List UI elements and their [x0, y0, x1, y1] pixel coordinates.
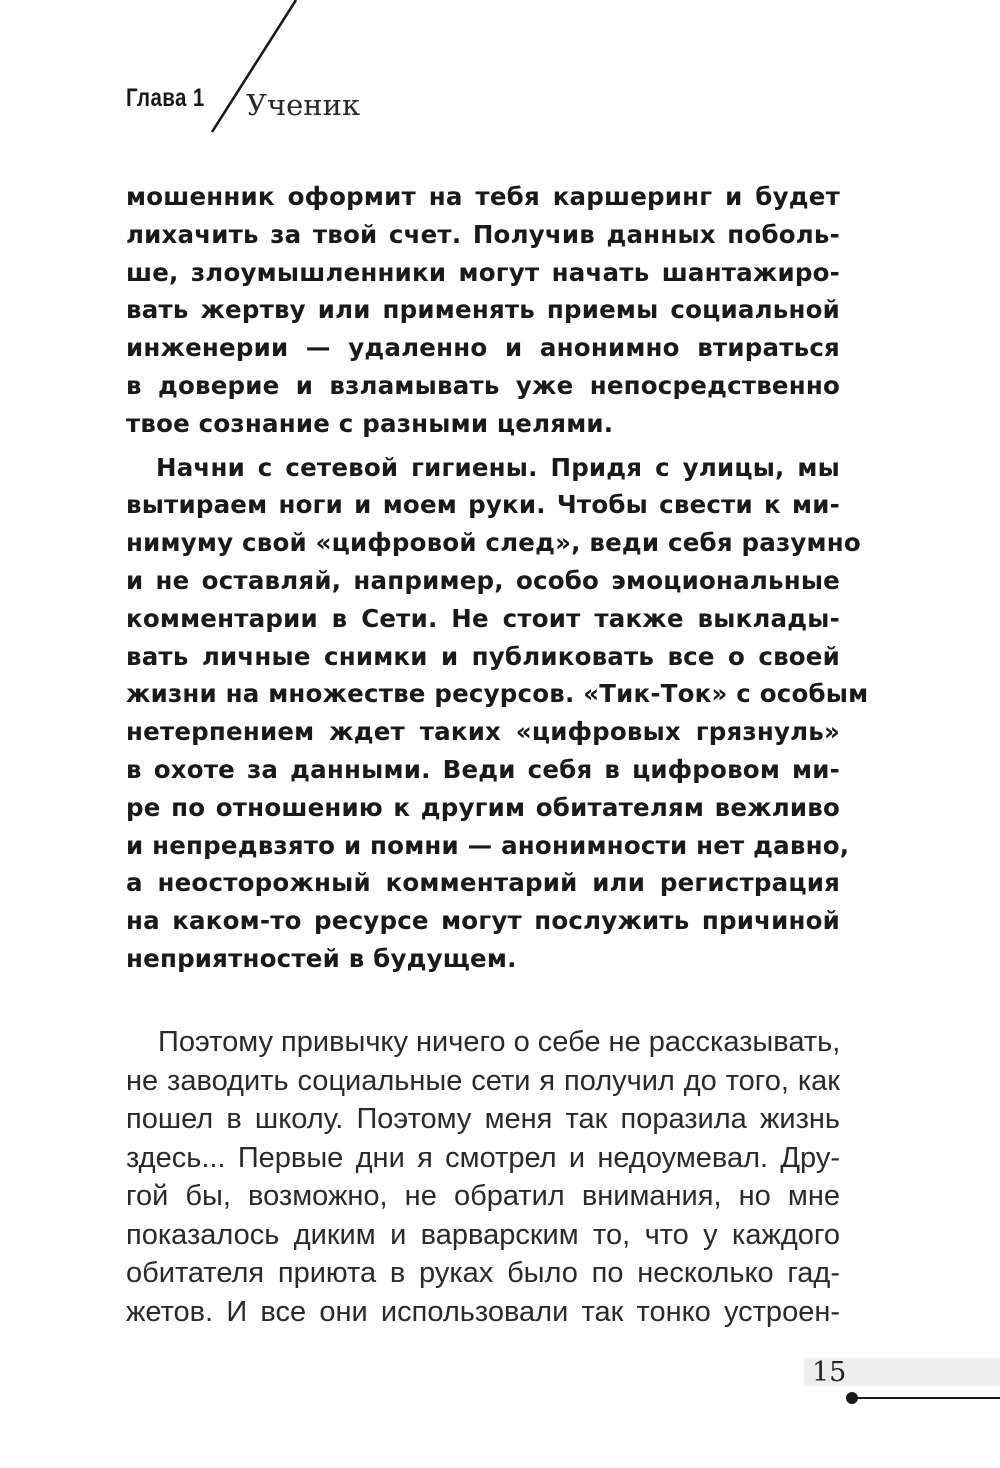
body-text-line: Поэтому привычку ничего о себе не рассказывать,	[158, 1026, 841, 1058]
bold-text-line: неприятностей в будущем.	[126, 943, 517, 973]
body-text-line: пошел в школу. Поэтому меня так поразила жизнь	[126, 1103, 840, 1135]
footer-dot	[846, 1392, 858, 1404]
bold-text-line: лихачить за твой счет. Получив данных поболь-	[126, 219, 840, 249]
body-text-line: не заводить социальные сети я получил до того, как	[126, 1064, 840, 1097]
bold-text-line: и непредвзято и помни — анонимности нет давно,	[126, 830, 850, 860]
bold-text-line: комментарии в Сети. Не стоит также выклады-	[126, 603, 840, 633]
bold-text-line: на каком-то ресурсе могут послужить причиной	[126, 906, 840, 936]
footer-rule	[852, 1397, 1000, 1399]
bold-text-line: в охоте за данными. Веди себя в цифровом ми-	[126, 754, 840, 784]
body-text-line: обитателя приюта в руках было по несколько гад-	[126, 1257, 840, 1289]
bold-text-line: нетерпением ждет таких «цифровых грязнуль»	[126, 717, 840, 747]
bold-text-line: вать личные снимки и публиковать все о своей	[126, 641, 840, 671]
bold-text-line: твое сознание с разными целями.	[126, 408, 614, 438]
bold-text-line: вытираем ноги и моем руки. Чтобы свести к ми-	[126, 490, 840, 520]
chapter-label: Глава 1	[126, 84, 205, 112]
body-text-block	[126, 1023, 840, 1331]
bold-text-line: вать жертву или применять приемы социальной	[126, 295, 840, 325]
body-text-line: здесь... Первые дни я смотрел и недоумевал. Дру-	[126, 1141, 840, 1174]
bold-text-line: нимуму свой «цифровой след», веди себя разумно	[126, 528, 861, 558]
body-text-line: жетов. И все они использовали так тонко устроен-	[126, 1295, 840, 1328]
bold-text-block	[126, 178, 869, 978]
bold-text-line: в доверие и взламывать уже непосредственно	[126, 370, 840, 400]
bold-text-line: Начни с сетевой гигиены. Придя с улицы, мы	[156, 452, 840, 482]
bold-text-line: мошенник оформит на тебя каршеринг и будет	[126, 182, 840, 211]
page-number: 15	[812, 1357, 847, 1388]
bold-text-line: ре по отношению к другим обитателям вежливо	[126, 792, 840, 822]
chapter-title: Ученик	[246, 88, 361, 122]
bold-text-line: инженерии — удаленно и анонимно втираться	[126, 333, 840, 363]
header-divider-slash	[0, 0, 1000, 160]
body-text-line: гой бы, возможно, не обратил внимания, но мне	[126, 1180, 840, 1212]
bold-text-line: а неосторожный комментарий или регистрация	[126, 868, 840, 898]
bold-text-line: ше, злоумышленники могут начать шантажиро-	[126, 257, 840, 287]
bold-text-line: жизни на множестве ресурсов. «Тик-Ток» с особым	[126, 679, 869, 709]
bold-text-line: и не оставляй, например, особо эмоциональные	[126, 565, 840, 595]
body-text-line: показалось диким и варварским то, что у каждого	[126, 1218, 840, 1251]
